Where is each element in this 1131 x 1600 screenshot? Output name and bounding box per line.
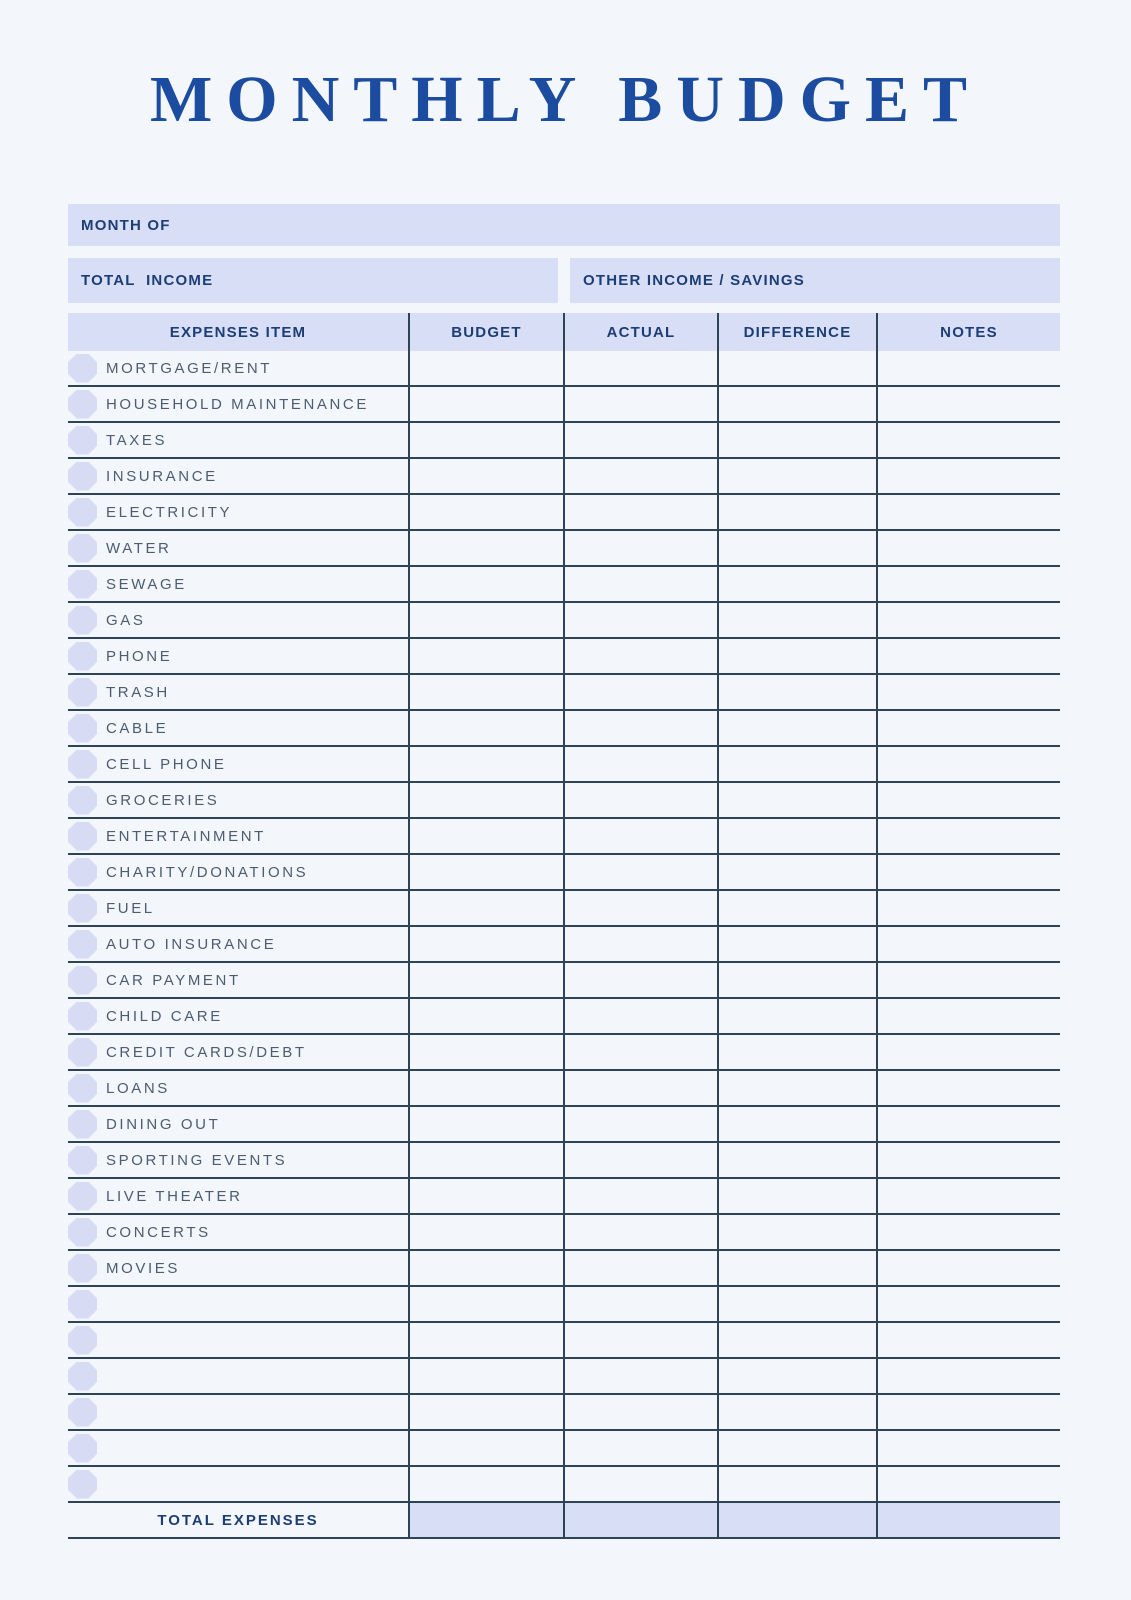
expense-item-cell: [68, 459, 408, 493]
octagon-bullet-icon: [68, 390, 97, 419]
difference-cell[interactable]: [717, 747, 876, 781]
header-notes: NOTES: [876, 313, 1060, 351]
actual-cell[interactable]: [563, 1179, 717, 1213]
budget-cell[interactable]: [408, 567, 563, 601]
total-income-label: TOTAL INCOME: [81, 272, 214, 289]
difference-cell[interactable]: [717, 495, 876, 529]
difference-cell[interactable]: [717, 819, 876, 853]
actual-cell[interactable]: [563, 351, 717, 385]
table-row: [68, 783, 1060, 819]
table-row: [68, 891, 1060, 927]
budget-cell[interactable]: [408, 387, 563, 421]
expense-item-label: HOUSEHOLD MAINTENANCE: [106, 395, 369, 413]
expense-item-label: DINING OUT: [106, 1115, 221, 1133]
expense-item-cell: [68, 603, 408, 637]
budget-cell[interactable]: [408, 459, 563, 493]
budget-cell[interactable]: [408, 711, 563, 745]
notes-cell[interactable]: [876, 1467, 1060, 1501]
difference-cell[interactable]: [717, 531, 876, 565]
octagon-bullet-icon: [68, 642, 97, 671]
expense-item-cell: [68, 387, 408, 421]
expense-item-label: CHILD CARE: [106, 1007, 223, 1025]
octagon-bullet-icon: [68, 1290, 97, 1319]
header-budget: BUDGET: [408, 313, 563, 351]
total-notes-cell[interactable]: [876, 1503, 1060, 1537]
difference-cell[interactable]: [717, 1359, 876, 1393]
expense-item-label: MOVIES: [106, 1259, 180, 1277]
difference-cell[interactable]: [717, 1179, 876, 1213]
table-row: [68, 351, 1060, 387]
difference-cell[interactable]: [717, 1251, 876, 1285]
difference-cell[interactable]: [717, 387, 876, 421]
budget-cell[interactable]: [408, 747, 563, 781]
actual-cell[interactable]: [563, 675, 717, 709]
budget-cell[interactable]: [408, 1143, 563, 1177]
budget-cell[interactable]: [408, 891, 563, 925]
notes-cell[interactable]: [876, 1071, 1060, 1105]
table-row: [68, 1215, 1060, 1251]
octagon-bullet-icon: [68, 894, 97, 923]
expense-item-label: LIVE THEATER: [106, 1187, 243, 1205]
notes-cell[interactable]: [876, 819, 1060, 853]
actual-cell[interactable]: [563, 1035, 717, 1069]
notes-cell[interactable]: [876, 1215, 1060, 1249]
budget-cell[interactable]: [408, 1431, 563, 1465]
octagon-bullet-icon: [68, 1398, 97, 1427]
header-actual: ACTUAL: [563, 313, 717, 351]
octagon-bullet-icon: [68, 1110, 97, 1139]
octagon-bullet-icon: [68, 750, 97, 779]
difference-cell[interactable]: [717, 1215, 876, 1249]
notes-cell[interactable]: [876, 351, 1060, 385]
notes-cell[interactable]: [876, 711, 1060, 745]
actual-cell[interactable]: [563, 1143, 717, 1177]
table-row: [68, 387, 1060, 423]
expense-item-label: AUTO INSURANCE: [106, 935, 277, 953]
difference-cell[interactable]: [717, 423, 876, 457]
budget-cell[interactable]: [408, 1107, 563, 1141]
table-row: [68, 1179, 1060, 1215]
expense-item-label: FUEL: [106, 899, 155, 917]
header-difference: DIFFERENCE: [717, 313, 876, 351]
notes-cell[interactable]: [876, 1179, 1060, 1213]
budget-cell[interactable]: [408, 1323, 563, 1357]
actual-cell[interactable]: [563, 1071, 717, 1105]
actual-cell[interactable]: [563, 963, 717, 997]
budget-cell[interactable]: [408, 1179, 563, 1213]
octagon-bullet-icon: [68, 354, 97, 383]
difference-cell[interactable]: [717, 603, 876, 637]
actual-cell[interactable]: [563, 711, 717, 745]
table-row: [68, 711, 1060, 747]
table-row: [68, 927, 1060, 963]
expense-item-cell: [68, 1035, 408, 1069]
octagon-bullet-icon: [68, 498, 97, 527]
difference-cell[interactable]: [717, 1035, 876, 1069]
expense-item-label: PHONE: [106, 647, 173, 665]
notes-cell[interactable]: [876, 1359, 1060, 1393]
notes-cell[interactable]: [876, 495, 1060, 529]
actual-cell[interactable]: [563, 495, 717, 529]
table-row: [68, 999, 1060, 1035]
table-row: [68, 819, 1060, 855]
budget-cell[interactable]: [408, 675, 563, 709]
other-income-savings-label: OTHER INCOME / SAVINGS: [583, 272, 805, 289]
table-row: [68, 1359, 1060, 1395]
octagon-bullet-icon: [68, 930, 97, 959]
total-expenses-row: [68, 1503, 1060, 1539]
actual-cell[interactable]: [563, 1251, 717, 1285]
notes-cell[interactable]: [876, 855, 1060, 889]
expense-item-label: GAS: [106, 611, 146, 629]
notes-cell[interactable]: [876, 891, 1060, 925]
octagon-bullet-icon: [68, 570, 97, 599]
octagon-bullet-icon: [68, 1038, 97, 1067]
notes-cell[interactable]: [876, 1251, 1060, 1285]
table-row: [68, 1035, 1060, 1071]
expense-item-cell: [68, 639, 408, 673]
expense-item-cell: [68, 531, 408, 565]
expense-item-cell: [68, 999, 408, 1033]
difference-cell[interactable]: [717, 1143, 876, 1177]
actual-cell[interactable]: [563, 459, 717, 493]
octagon-bullet-icon: [68, 966, 97, 995]
actual-cell[interactable]: [563, 927, 717, 961]
difference-cell[interactable]: [717, 1071, 876, 1105]
expense-item-cell: [68, 1251, 408, 1285]
difference-cell[interactable]: [717, 963, 876, 997]
notes-cell[interactable]: [876, 1035, 1060, 1069]
budget-cell[interactable]: [408, 639, 563, 673]
budget-cell[interactable]: [408, 495, 563, 529]
expense-item-cell: [68, 567, 408, 601]
total-expenses-label-cell: [68, 1503, 408, 1537]
page-title: MONTHLY BUDGET: [149, 63, 982, 136]
notes-cell[interactable]: [876, 459, 1060, 493]
budget-cell[interactable]: [408, 603, 563, 637]
expense-item-label: SEWAGE: [106, 575, 187, 593]
difference-cell[interactable]: [717, 1323, 876, 1357]
budget-cell[interactable]: [408, 1395, 563, 1429]
octagon-bullet-icon: [68, 1434, 97, 1463]
difference-cell[interactable]: [717, 567, 876, 601]
actual-cell[interactable]: [563, 855, 717, 889]
expense-item-label: LOANS: [106, 1079, 170, 1097]
expense-item-label: CELL PHONE: [106, 755, 227, 773]
expense-item-cell: [68, 783, 408, 817]
expense-item-cell: [68, 1359, 408, 1393]
expense-item-cell: [68, 963, 408, 997]
actual-cell[interactable]: [563, 1323, 717, 1357]
difference-cell[interactable]: [717, 927, 876, 961]
budget-cell[interactable]: [408, 855, 563, 889]
expense-item-label: ENTERTAINMENT: [106, 827, 266, 845]
actual-cell[interactable]: [563, 891, 717, 925]
table-row: [68, 1323, 1060, 1359]
budget-cell[interactable]: [408, 1035, 563, 1069]
expense-item-cell: [68, 819, 408, 853]
expense-item-label: TRASH: [106, 683, 170, 701]
actual-cell[interactable]: [563, 1467, 717, 1501]
table-row: [68, 855, 1060, 891]
expense-item-label: CAR PAYMENT: [106, 971, 241, 989]
octagon-bullet-icon: [68, 462, 97, 491]
expense-item-label: WATER: [106, 539, 172, 557]
budget-cell[interactable]: [408, 927, 563, 961]
actual-cell[interactable]: [563, 531, 717, 565]
octagon-bullet-icon: [68, 606, 97, 635]
table-row: [68, 1431, 1060, 1467]
notes-cell[interactable]: [876, 639, 1060, 673]
octagon-bullet-icon: [68, 1254, 97, 1283]
table-row: [68, 1467, 1060, 1503]
difference-cell[interactable]: [717, 1107, 876, 1141]
table-row: [68, 423, 1060, 459]
expense-item-cell: [68, 1143, 408, 1177]
difference-cell[interactable]: [717, 855, 876, 889]
expense-item-label: TAXES: [106, 431, 168, 449]
table-row: [68, 531, 1060, 567]
month-of-field[interactable]: [68, 204, 1060, 246]
expenses-table: [68, 313, 1060, 1539]
budget-cell[interactable]: [408, 1071, 563, 1105]
notes-cell[interactable]: [876, 1143, 1060, 1177]
octagon-bullet-icon: [68, 714, 97, 743]
expense-item-cell: [68, 1323, 408, 1357]
expense-item-cell: [68, 855, 408, 889]
other-income-savings-field[interactable]: [570, 258, 1060, 303]
notes-cell[interactable]: [876, 1323, 1060, 1357]
difference-cell[interactable]: [717, 1431, 876, 1465]
expense-item-cell: [68, 747, 408, 781]
table-body: [68, 351, 1060, 1503]
actual-cell[interactable]: [563, 783, 717, 817]
total-expenses-label: TOTAL EXPENSES: [157, 1511, 319, 1529]
budget-cell[interactable]: [408, 1251, 563, 1285]
budget-cell[interactable]: [408, 423, 563, 457]
table-row: [68, 495, 1060, 531]
octagon-bullet-icon: [68, 678, 97, 707]
budget-cell[interactable]: [408, 783, 563, 817]
octagon-bullet-icon: [68, 426, 97, 455]
table-row: [68, 567, 1060, 603]
expense-item-cell: [68, 1071, 408, 1105]
table-row: [68, 747, 1060, 783]
notes-cell[interactable]: [876, 747, 1060, 781]
notes-cell[interactable]: [876, 675, 1060, 709]
table-row: [68, 1071, 1060, 1107]
expense-item-label: GROCERIES: [106, 791, 220, 809]
actual-cell[interactable]: [563, 819, 717, 853]
notes-cell[interactable]: [876, 1431, 1060, 1465]
budget-cell[interactable]: [408, 1467, 563, 1501]
notes-cell[interactable]: [876, 783, 1060, 817]
notes-cell[interactable]: [876, 387, 1060, 421]
notes-cell[interactable]: [876, 963, 1060, 997]
table-row: [68, 1251, 1060, 1287]
table-row: [68, 639, 1060, 675]
expense-item-cell: [68, 927, 408, 961]
expense-item-label: ELECTRICITY: [106, 503, 233, 521]
header-expenses-item: EXPENSES ITEM: [169, 323, 307, 341]
expense-item-cell: [68, 1107, 408, 1141]
actual-cell[interactable]: [563, 747, 717, 781]
difference-cell[interactable]: [717, 783, 876, 817]
notes-cell[interactable]: [876, 1287, 1060, 1321]
octagon-bullet-icon: [68, 858, 97, 887]
difference-cell[interactable]: [717, 999, 876, 1033]
difference-cell[interactable]: [717, 711, 876, 745]
actual-cell[interactable]: [563, 1395, 717, 1429]
notes-cell[interactable]: [876, 1107, 1060, 1141]
budget-cell[interactable]: [408, 819, 563, 853]
actual-cell[interactable]: [563, 1215, 717, 1249]
expense-item-cell: [68, 1395, 408, 1429]
budget-cell[interactable]: [408, 1215, 563, 1249]
budget-cell[interactable]: [408, 963, 563, 997]
notes-cell[interactable]: [876, 999, 1060, 1033]
table-row: [68, 603, 1060, 639]
notes-cell[interactable]: [876, 603, 1060, 637]
total-actual-cell[interactable]: [563, 1503, 717, 1537]
octagon-bullet-icon: [68, 1218, 97, 1247]
notes-cell[interactable]: [876, 423, 1060, 457]
difference-cell[interactable]: [717, 1287, 876, 1321]
octagon-bullet-icon: [68, 1326, 97, 1355]
expense-item-label: MORTGAGE/RENT: [106, 359, 273, 377]
actual-cell[interactable]: [563, 567, 717, 601]
actual-cell[interactable]: [563, 639, 717, 673]
actual-cell[interactable]: [563, 1431, 717, 1465]
expense-item-label: CABLE: [106, 719, 169, 737]
actual-cell[interactable]: [563, 999, 717, 1033]
budget-cell[interactable]: [408, 531, 563, 565]
budget-cell[interactable]: [408, 999, 563, 1033]
table-row: [68, 459, 1060, 495]
difference-cell[interactable]: [717, 891, 876, 925]
notes-cell[interactable]: [876, 531, 1060, 565]
expense-item-cell: [68, 495, 408, 529]
expense-item-cell: [68, 1287, 408, 1321]
actual-cell[interactable]: [563, 1359, 717, 1393]
difference-cell[interactable]: [717, 1467, 876, 1501]
octagon-bullet-icon: [68, 1182, 97, 1211]
octagon-bullet-icon: [68, 1002, 97, 1031]
expense-item-cell: [68, 711, 408, 745]
total-income-field[interactable]: [68, 258, 558, 303]
notes-cell[interactable]: [876, 567, 1060, 601]
table-header-row: [68, 313, 1060, 351]
octagon-bullet-icon: [68, 1362, 97, 1391]
difference-cell[interactable]: [717, 351, 876, 385]
table-row: [68, 1143, 1060, 1179]
expense-item-label: SPORTING EVENTS: [106, 1151, 288, 1169]
actual-cell[interactable]: [563, 603, 717, 637]
notes-cell[interactable]: [876, 1395, 1060, 1429]
notes-cell[interactable]: [876, 927, 1060, 961]
budget-cell[interactable]: [408, 351, 563, 385]
difference-cell[interactable]: [717, 1395, 876, 1429]
expense-item-cell: [68, 351, 408, 385]
budget-cell[interactable]: [408, 1359, 563, 1393]
actual-cell[interactable]: [563, 423, 717, 457]
table-row: [68, 963, 1060, 999]
octagon-bullet-icon: [68, 1146, 97, 1175]
expense-item-cell: [68, 675, 408, 709]
difference-cell[interactable]: [717, 639, 876, 673]
expense-item-cell: [68, 1467, 408, 1501]
actual-cell[interactable]: [563, 387, 717, 421]
table-row: [68, 1395, 1060, 1431]
expense-item-cell: [68, 1179, 408, 1213]
expense-item-cell: [68, 891, 408, 925]
expense-item-label: INSURANCE: [106, 467, 218, 485]
expense-item-label: CHARITY/DONATIONS: [106, 863, 309, 881]
octagon-bullet-icon: [68, 1074, 97, 1103]
table-row: [68, 1287, 1060, 1323]
octagon-bullet-icon: [68, 1470, 97, 1499]
month-of-label: MONTH OF: [81, 216, 171, 234]
actual-cell[interactable]: [563, 1107, 717, 1141]
actual-cell[interactable]: [563, 1287, 717, 1321]
total-budget-cell[interactable]: [408, 1503, 563, 1537]
table-row: [68, 675, 1060, 711]
expense-item-cell: [68, 1215, 408, 1249]
difference-cell[interactable]: [717, 459, 876, 493]
expense-item-cell: [68, 1431, 408, 1465]
octagon-bullet-icon: [68, 822, 97, 851]
octagon-bullet-icon: [68, 534, 97, 563]
total-difference-cell[interactable]: [717, 1503, 876, 1537]
table-row: [68, 1107, 1060, 1143]
expense-item-label: CREDIT CARDS/DEBT: [106, 1043, 307, 1061]
difference-cell[interactable]: [717, 675, 876, 709]
octagon-bullet-icon: [68, 786, 97, 815]
expense-item-cell: [68, 423, 408, 457]
budget-cell[interactable]: [408, 1287, 563, 1321]
expense-item-label: CONCERTS: [106, 1223, 211, 1241]
